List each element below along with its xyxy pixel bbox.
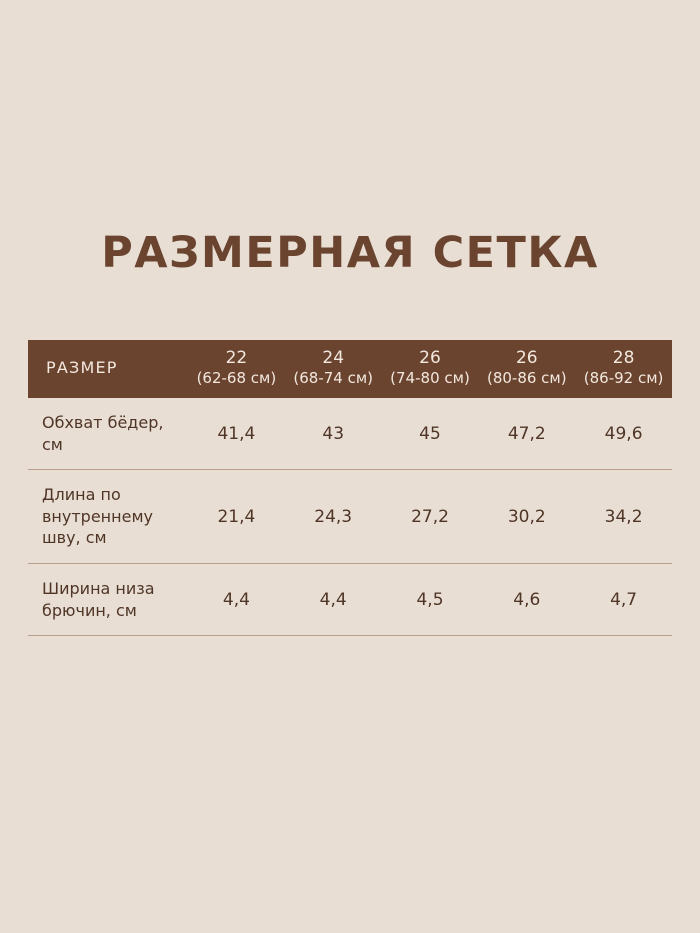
cell-1-4: 47,2 xyxy=(478,398,575,470)
cell-1-3: 45 xyxy=(382,398,479,470)
size-table xyxy=(28,340,672,636)
table-body xyxy=(28,398,672,636)
cell-3-3: 4,5 xyxy=(382,563,479,635)
cell-3-5: 4,7 xyxy=(575,563,672,635)
table-row xyxy=(28,470,672,564)
column-header-3 xyxy=(382,340,479,398)
column-size-4: 26 xyxy=(515,348,538,368)
column-size-2: 24 xyxy=(322,348,345,368)
cell-1-5: 49,6 xyxy=(575,398,672,470)
row-label-2: Длина по внутреннему шву, см xyxy=(28,470,188,564)
cell-1-2: 43 xyxy=(285,398,382,470)
cell-1-1: 41,4 xyxy=(188,398,285,470)
table-header xyxy=(28,340,672,398)
column-size-5: 28 xyxy=(612,348,635,368)
column-header-2 xyxy=(285,340,382,398)
cell-3-4: 4,6 xyxy=(478,563,575,635)
column-header-1 xyxy=(188,340,285,398)
cell-3-1: 4,4 xyxy=(188,563,285,635)
row-label-1: Обхват бёдер, см xyxy=(28,398,188,470)
size-table-container xyxy=(28,340,672,636)
table-row xyxy=(28,563,672,635)
cell-2-4: 30,2 xyxy=(478,470,575,564)
cell-2-2: 24,3 xyxy=(285,470,382,564)
cell-2-5: 34,2 xyxy=(575,470,672,564)
column-size-3: 26 xyxy=(419,348,441,368)
table-header-row xyxy=(28,340,672,398)
column-size-1: 22 xyxy=(225,348,248,368)
column-range-3: (74-80 см) xyxy=(390,369,470,388)
cell-2-1: 21,4 xyxy=(188,470,285,564)
column-header-4 xyxy=(478,340,575,398)
cell-3-2: 4,4 xyxy=(285,563,382,635)
column-range-5: (86-92 см) xyxy=(583,369,664,388)
page-title: РАЗМЕРНАЯ СЕТКА xyxy=(101,228,599,278)
column-header-5 xyxy=(575,340,672,398)
column-range-2: (68-74 см) xyxy=(293,369,373,388)
cell-2-3: 27,2 xyxy=(382,470,479,564)
row-label-3: Ширина низа брючин, см xyxy=(28,563,188,635)
table-row xyxy=(28,398,672,470)
column-range-1: (62-68 см) xyxy=(196,369,277,388)
column-range-4: (80-86 см) xyxy=(486,369,567,388)
header-size-label: РАЗМЕР xyxy=(46,358,118,377)
